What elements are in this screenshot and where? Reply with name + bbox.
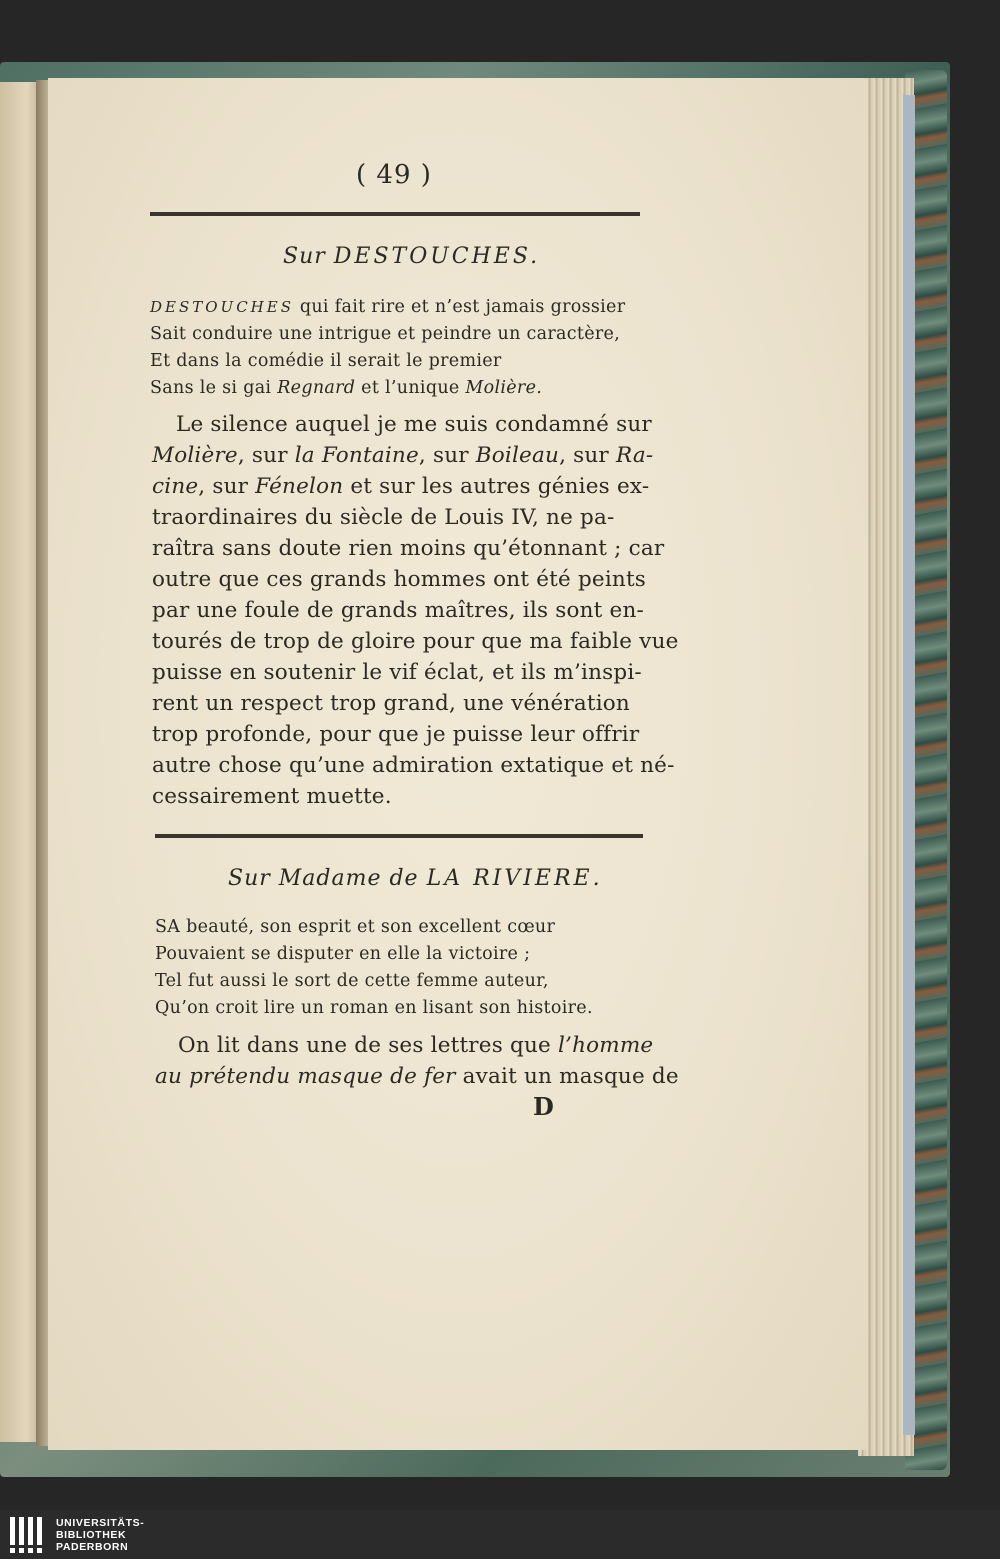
prose-line: par une foule de grands maîtres, ils sont en-	[152, 598, 644, 623]
page-number: ( 49 )	[356, 160, 432, 190]
prose-line: trop profonde, pour que je puisse leur offrir	[152, 722, 640, 747]
endpaper-strip	[903, 95, 915, 1435]
prose-italic: Molière	[152, 443, 238, 468]
facing-page-edge	[0, 82, 38, 1442]
prose-line	[178, 1033, 653, 1058]
verse-line: SA beauté, son esprit et son excellent cœur	[155, 917, 556, 937]
verse-line: Sait conduire une intrigue et peindre un caractère,	[150, 324, 621, 344]
prose-line	[152, 443, 653, 468]
prose-text: , sur	[418, 443, 476, 468]
heading-name: LA RIVIERE.	[426, 866, 603, 891]
prose-text: On lit dans une de ses lettres que	[178, 1033, 558, 1058]
prose-italic: l’homme	[557, 1033, 654, 1058]
verse-italic-name: Molière.	[465, 378, 543, 398]
verse-italic-name: Regnard	[277, 378, 356, 398]
prose-line: Le silence auquel je me suis condamné sur	[176, 412, 652, 437]
prose-line: autre chose qu’une admiration extatique et né-	[152, 753, 675, 778]
heading-prefix: Sur	[283, 244, 326, 269]
verse-line: Tel fut aussi le sort de cette femme auteur,	[155, 971, 549, 991]
library-name: UNIVERSITÄTS- BIBLIOTHEK PADERBORN	[56, 1517, 145, 1553]
prose-line: puisse en soutenir le vif éclat, et ils m’inspi-	[152, 660, 642, 685]
prose-text: et sur les autres génies ex-	[343, 474, 650, 499]
verse-text: qui fait rire et n’est jamais grossier	[293, 297, 626, 317]
library-footer	[0, 1510, 1000, 1559]
verse-line: Qu’on croit lire un roman en lisant son histoire.	[155, 998, 593, 1018]
prose-italic: Fénelon	[255, 474, 344, 499]
prose-text: , sur	[198, 474, 256, 499]
verse-line: Et dans la comédie il serait le premier	[150, 351, 502, 371]
prose-italic: cine	[152, 474, 199, 499]
verse-line: Pouvaient se disputer en elle la victoire ;	[155, 944, 531, 964]
prose-line: traordinaires du siècle de Louis IV, ne pa-	[152, 505, 615, 530]
signature-mark: D	[533, 1092, 554, 1121]
verse-text: Sans le si gai	[150, 378, 278, 398]
prose-line: raîtra sans doute rien moins qu’étonnant ; car	[152, 536, 665, 561]
prose-italic: Boileau	[475, 443, 560, 468]
prose-text: , sur	[237, 443, 295, 468]
section-heading-destouches	[283, 244, 540, 269]
verse-text: et l’unique	[355, 378, 466, 398]
prose-italic: au prétendu masque de fer	[155, 1064, 456, 1089]
library-logo-icon	[10, 1517, 44, 1553]
verse-line	[150, 297, 625, 317]
prose-line: tourés de trop de gloire pour que ma faible vue	[152, 629, 679, 654]
section-divider-rule	[155, 834, 643, 838]
prose-line	[152, 474, 649, 499]
verse-line	[150, 378, 542, 398]
prose-italic: la Fontaine	[294, 443, 419, 468]
prose-line: outre que ces grands hommes ont été peints	[152, 567, 647, 592]
prose-line	[155, 1064, 679, 1089]
prose-line: cessairement muette.	[152, 784, 392, 809]
heading-name: DESTOUCHES.	[333, 244, 541, 269]
prose-italic: Ra-	[615, 443, 654, 468]
top-rule	[150, 212, 640, 216]
verse-smallcaps-name: DESTOUCHES	[150, 298, 294, 316]
prose-line: rent un respect trop grand, une vénération	[152, 691, 630, 716]
prose-text: , sur	[559, 443, 616, 468]
section-heading-la-riviere	[228, 866, 603, 891]
heading-prefix: Sur Madame de	[228, 866, 419, 891]
prose-text: avait un masque de	[455, 1064, 679, 1089]
